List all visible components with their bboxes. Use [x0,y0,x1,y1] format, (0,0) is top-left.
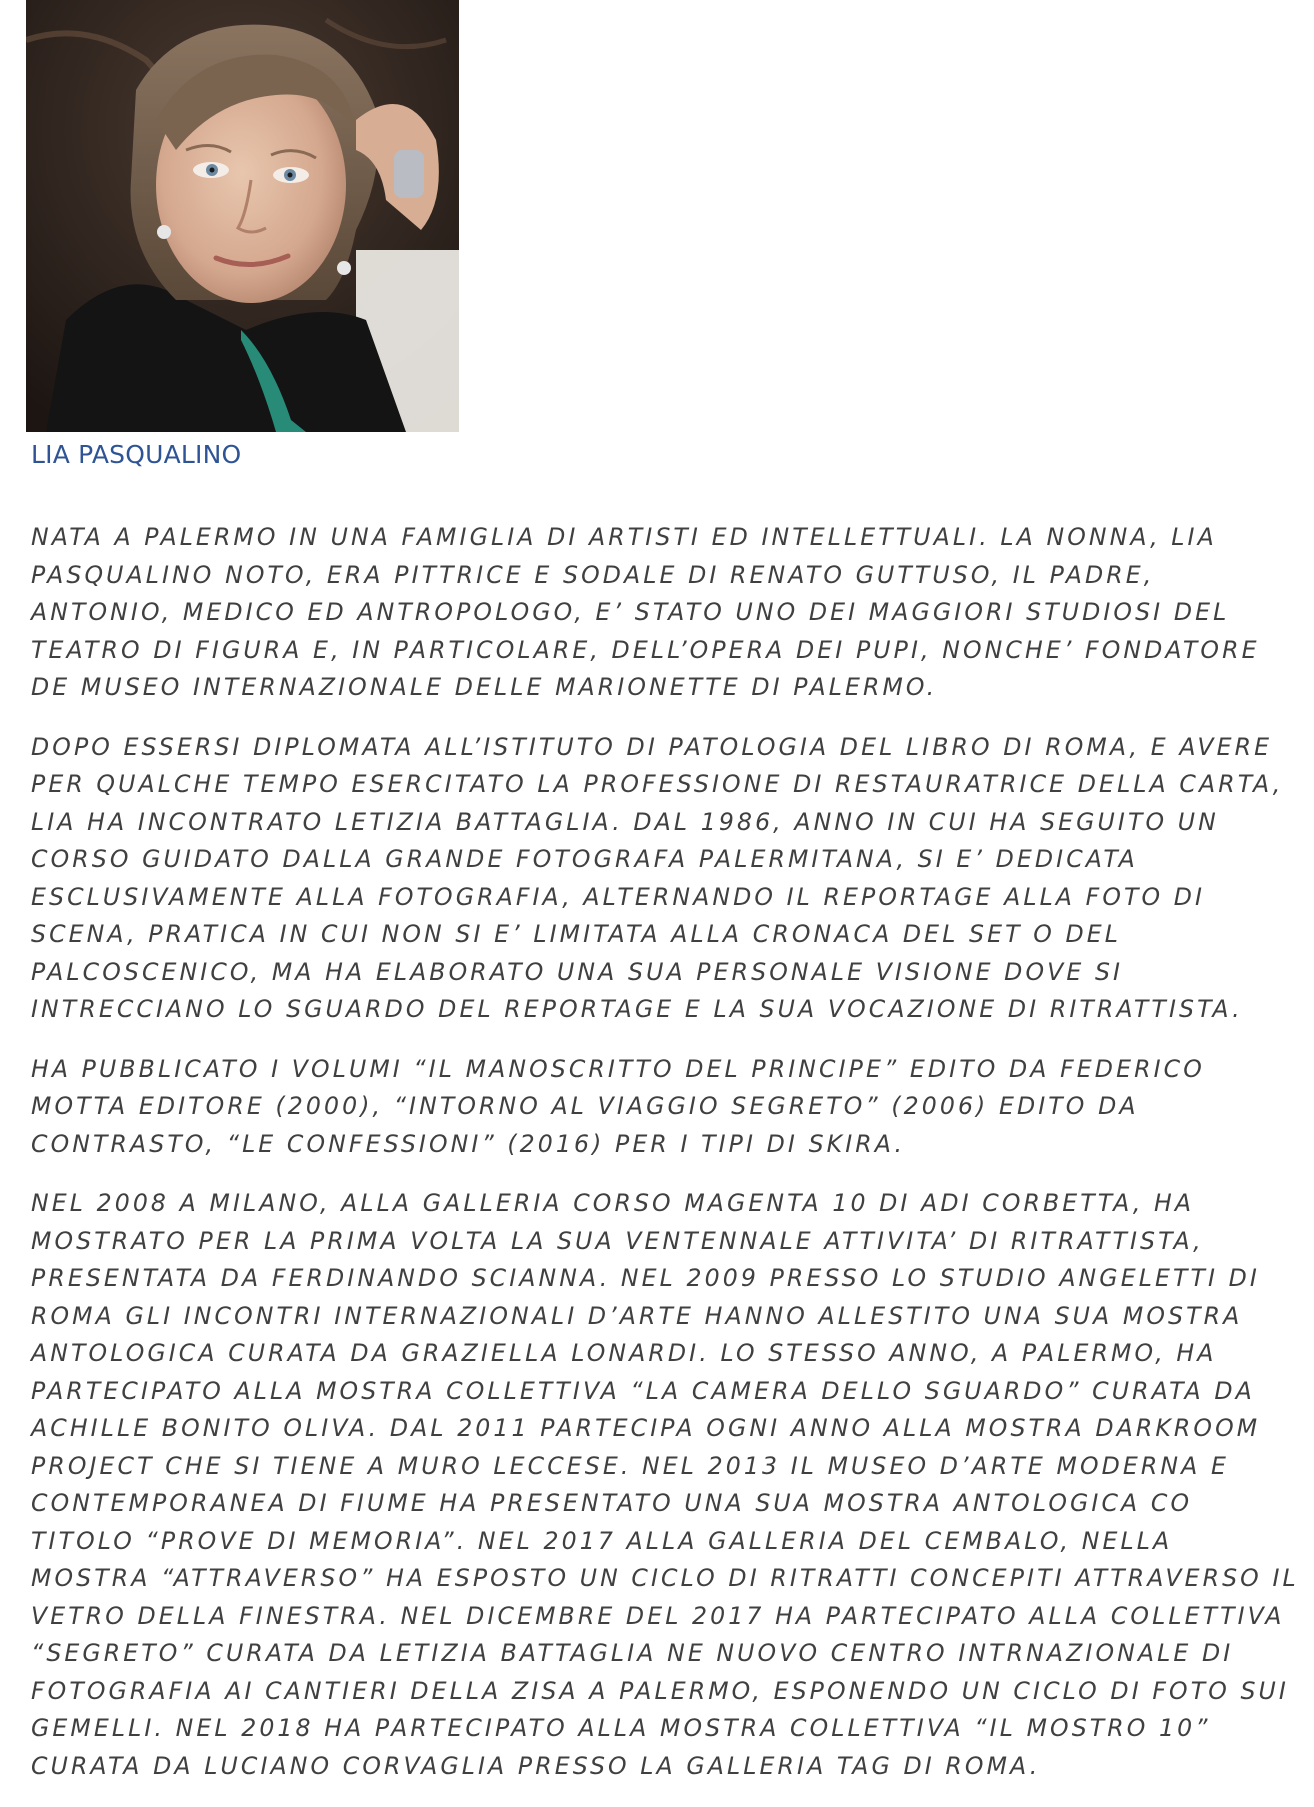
bio-paragraph: NEL 2008 A MILANO, ALLA GALLERIA CORSO MAGENTA 10 DI ADI CORBETTA, HA MOSTRATO PER LA PRIMA VOLTA LA SUA VENTENNALE ATTIVITA’ DI RITRATTISTA, PRESENTATA DA FERDINANDO SCIANNA. NEL 2009 PRESSO LO STUDIO ANGELETTI DI ROMA GLI INCONTRI INTERNAZIONALI D’ARTE HANNO ALLESTITO UNA SUA MOSTRA ANTOLOGICA CURATA DA GRAZIELLA LONARDI. LO STESSO ANNO, A PALERMO, HA PARTECIPATO ALLA MOSTRA COLLETTIVA “LA CAMERA DELLO SGUARDO” CURATA DA ACHILLE BONITO OLIVA. DAL 2011 PARTECIPA OGNI ANNO ALLA MOSTRA DARKROOM PROJECT CHE SI TIENE A MURO LECCESE. NEL 2013 IL MUSEO D’ARTE MODERNA E CONTEMPORANEA DI FIUME HA PRESENTATO UNA SUA MOSTRA ANTOLOGICA CO TITOLO “PROVE DI MEMORIA”. NEL 2017 ALLA GALLERIA DEL CEMBALO, NELLA MOSTRA “ATTRAVERSO” HA ESPOSTO UN CICLO DI RITRATTI CONCEPITI ATTRAVERSO IL VETRO DELLA FINESTRA. NEL DICEMBRE DEL 2017 HA PARTECIPATO ALLA COLLETTIVA “SEGRETO” CURATA DA LETIZIA BATTAGLIA NE NUOVO CENTRO INTRNAZIONALE DI FOTOGRAFIA AI CANTIERI DELLA ZISA A PALERMO, ESPONENDO UN CICLO DI FOTO SUI GEMELLI. NEL 2018 HA PARTECIPATO ALLA MOSTRA COLLETTIVA “IL MOSTRO 10” CURATA DA LUCIANO CORVAGLIA PRESSO LA GALLERIA TAG DI ROMA. [31,1189,1299,1780]
person-name-caption: LIA PASQUALINO [31,440,242,469]
bio-paragraph: NATA A PALERMO IN UNA FAMIGLIA DI ARTISTI ED INTELLETTUALI. LA NONNA, LIA PASQUALINO NOTO, ERA PITTRICE E SODALE DI RENATO GUTTUSO, IL PADRE, ANTONIO, MEDICO ED ANTROPOLOGO, E’ STATO UNO DEI MAGGIORI STUDIOSI DEL TEATRO DI FIGURA E, IN PARTICOLARE, DELL’OPERA DEI PUPI, NONCHE’ FONDATORE DE MUSEO INTERNAZIONALE DELLE MARIONETTE DI PALERMO. [31,523,1260,701]
bio-paragraph: HA PUBBLICATO I VOLUMI “IL MANOSCRITTO DEL PRINCIPE” EDITO DA FEDERICO MOTTA EDITORE (2000), “INTORNO AL VIAGGIO SEGRETO” (2006) EDITO DA CONTRASTO, “LE CONFESSIONI” (2016) PER I TIPI DI SKIRA. [31,1054,1205,1158]
biography-text [31,519,1301,1807]
bio-paragraph: DOPO ESSERSI DIPLOMATA ALL’ISTITUTO DI PATOLOGIA DEL LIBRO DI ROMA, E AVERE PER QUALCHE TEMPO ESERCITATO LA PROFESSIONE DI RESTAURATRICE DELLA CARTA, LIA HA INCONTRATO LETIZIA BATTAGLIA. DAL 1986, ANNO IN CUI HA SEGUITO UN CORSO GUIDATO DALLA GRANDE FOTOGRAFA PALERMITANA, SI E’ DEDICATA ESCLUSIVAMENTE ALLA FOTOGRAFIA, ALTERNANDO IL REPORTAGE ALLA FOTO DI SCENA, PRATICA IN CUI NON SI E’ LIMITATA ALLA CRONACA DEL SET O DEL PALCOSCENICO, MA HA ELABORATO UNA SUA PERSONALE VISIONE DOVE SI INTRECCIANO LO SGUARDO DEL REPORTAGE E LA SUA VOCAZIONE DI RITRATTISTA. [31,732,1284,1023]
portrait-photo [26,0,459,432]
